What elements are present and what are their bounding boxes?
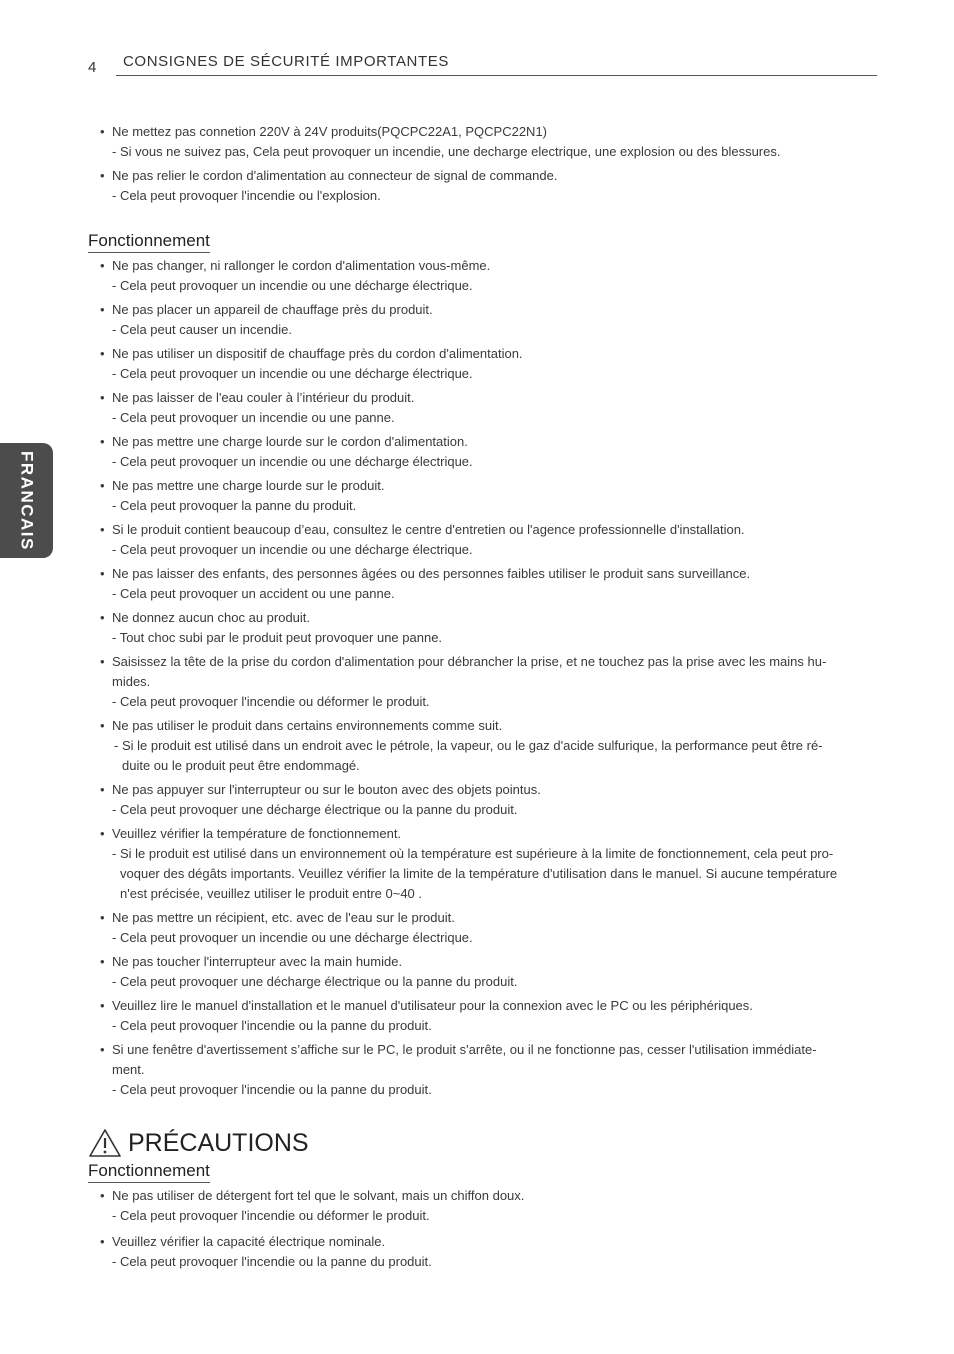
item-main-line xyxy=(100,1232,878,1252)
item-main-line xyxy=(100,388,878,408)
language-side-tab xyxy=(0,443,53,558)
item-text: Ne pas toucher l'interrupteur avec la main humide. xyxy=(112,954,403,969)
bullet-icon: • xyxy=(100,566,105,581)
bullet-icon: • xyxy=(100,782,105,797)
operation-list xyxy=(100,256,878,1104)
item-main-line xyxy=(100,780,878,800)
item-consequence: - Cela peut provoquer un incendie ou une panne. xyxy=(112,410,395,425)
side-tab-label: FRANCAIS xyxy=(17,450,37,551)
list-item xyxy=(100,780,878,820)
bullet-icon: • xyxy=(100,258,105,273)
item-main-line xyxy=(100,952,878,972)
item-text: Ne pas utiliser un dispositif de chauffage près du cordon d'alimentation. xyxy=(112,346,523,361)
item-consequence: - Cela peut provoquer un incendie ou une décharge électrique. xyxy=(112,278,473,293)
page-number: 4 xyxy=(88,59,97,76)
item-text: Si une fenêtre d'avertissement s’affiche sur le PC, le produit s'arrête, ou il ne fonctionne pas, cesser l'utilisation immédiate- xyxy=(112,1042,817,1057)
item-text: Veuillez vérifier la capacité électrique nominale. xyxy=(112,1234,386,1249)
item-consequence: - Cela peut provoquer l'incendie ou l'explosion. xyxy=(112,188,381,203)
intro-list xyxy=(100,122,878,210)
item-consequence: - Cela peut provoquer l'incendie ou la panne du produit. xyxy=(112,1082,432,1097)
header-rule xyxy=(116,75,877,76)
item-main-line xyxy=(100,300,878,320)
item-consequence: - Cela peut provoquer un incendie ou une décharge électrique. xyxy=(112,930,473,945)
bullet-icon: • xyxy=(100,168,105,183)
list-item xyxy=(100,122,878,162)
item-text: Ne pas mettre une charge lourde sur le produit. xyxy=(112,478,385,493)
item-consequence-continuation: n'est précisée, veuillez utiliser le produit entre 0~40 . xyxy=(120,886,423,901)
list-item xyxy=(100,166,878,206)
bullet-icon: • xyxy=(100,124,105,139)
bullet-icon: • xyxy=(100,910,105,925)
item-main-line xyxy=(100,166,878,186)
item-main-line xyxy=(100,1186,878,1206)
item-text: Si le produit contient beaucoup d’eau, consultez le centre d'entretien ou l'agence professionnelle d'installation. xyxy=(112,522,745,537)
item-main-line xyxy=(100,520,878,540)
item-text: Ne mettez pas connetion 220V à 24V produits(PQCPC22A1, PQCPC22N1) xyxy=(112,124,548,139)
item-main-line xyxy=(100,652,878,672)
item-consequence: - Cela peut provoquer une décharge électrique ou la panne du produit. xyxy=(112,974,518,989)
item-text: Veuillez vérifier la température de fonctionnement. xyxy=(112,826,402,841)
item-text-continuation: mides. xyxy=(112,674,151,689)
item-consequence: - Cela peut causer un incendie. xyxy=(112,322,292,337)
bullet-icon: • xyxy=(100,478,105,493)
item-main-line xyxy=(100,608,878,628)
item-consequence: - Cela peut provoquer l'incendie ou la panne du produit. xyxy=(112,1254,432,1269)
bullet-icon: • xyxy=(100,390,105,405)
item-consequence: - Cela peut provoquer un incendie ou une décharge électrique. xyxy=(112,366,473,381)
section-heading-fonctionnement: Fonctionnement xyxy=(88,230,210,253)
list-item xyxy=(100,344,878,384)
list-item xyxy=(100,388,878,428)
warning-triangle-icon xyxy=(88,1128,122,1158)
bullet-icon: • xyxy=(100,718,105,733)
bullet-icon: • xyxy=(100,346,105,361)
list-item xyxy=(100,1040,878,1100)
item-consequence: - Si le produit est utilisé dans un endroit avec le pétrole, la vapeur, ou le gaz d'acide sulfurique, la performance peut être ré- xyxy=(114,738,823,753)
item-text: Ne pas relier le cordon d'alimentation au connecteur de signal de commande. xyxy=(112,168,558,183)
list-item xyxy=(100,564,878,604)
header-title: CONSIGNES DE SÉCURITÉ IMPORTANTES xyxy=(123,53,449,70)
item-text: Ne pas mettre une charge lourde sur le cordon d'alimentation. xyxy=(112,434,468,449)
item-main-line xyxy=(100,344,878,364)
item-text: Ne pas mettre un récipient, etc. avec de l'eau sur le produit. xyxy=(112,910,455,925)
item-main-line xyxy=(100,122,878,142)
list-item xyxy=(100,520,878,560)
list-item xyxy=(100,432,878,472)
item-main-line xyxy=(100,716,878,736)
item-consequence: - Cela peut provoquer la panne du produit. xyxy=(112,498,357,513)
list-item xyxy=(100,1186,878,1226)
item-text: Ne donnez aucun choc au produit. xyxy=(112,610,311,625)
item-consequence: - Cela peut provoquer l'incendie ou déformer le produit. xyxy=(112,694,430,709)
item-consequence: - Si le produit est utilisé dans un environnement où la température est supérieure à la limite de fonctionnement, cela peut pro- xyxy=(112,846,834,861)
item-main-line xyxy=(100,256,878,276)
item-main-line xyxy=(100,1040,878,1060)
item-main-line xyxy=(100,908,878,928)
item-consequence: - Cela peut provoquer une décharge électrique ou la panne du produit. xyxy=(112,802,518,817)
item-text-continuation: ment. xyxy=(112,1062,145,1077)
item-consequence: - Cela peut provoquer un incendie ou une décharge électrique. xyxy=(112,454,473,469)
item-main-line xyxy=(100,996,878,1016)
caution-heading xyxy=(88,1126,309,1160)
list-item xyxy=(100,1232,878,1272)
item-consequence: - Cela peut provoquer l'incendie ou la panne du produit. xyxy=(112,1018,432,1033)
bullet-icon: • xyxy=(100,1042,105,1057)
item-consequence-continuation: duite ou le produit peut être endommagé. xyxy=(122,758,360,773)
bullet-icon: • xyxy=(100,826,105,841)
caution-subheading: Fonctionnement xyxy=(88,1160,210,1183)
item-consequence: - Si vous ne suivez pas, Cela peut provoquer un incendie, une decharge electrique, une explosion ou des blessures. xyxy=(112,144,781,159)
bullet-icon: • xyxy=(100,302,105,317)
list-item xyxy=(100,652,878,712)
item-main-line xyxy=(100,432,878,452)
caution-list xyxy=(100,1186,878,1278)
item-text: Ne pas laisser de l'eau couler à l’intérieur du produit. xyxy=(112,390,415,405)
item-text: Ne pas placer un appareil de chauffage près du produit. xyxy=(112,302,433,317)
bullet-icon: • xyxy=(100,654,105,669)
item-main-line xyxy=(100,824,878,844)
item-consequence: - Cela peut provoquer un accident ou une panne. xyxy=(112,586,395,601)
item-main-line xyxy=(100,564,878,584)
bullet-icon: • xyxy=(100,1234,105,1249)
item-main-line xyxy=(100,476,878,496)
item-text: Ne pas utiliser le produit dans certains environnements comme suit. xyxy=(112,718,503,733)
item-text: Ne pas laisser des enfants, des personnes âgées ou des personnes faibles utiliser le produit sans surveillance. xyxy=(112,566,751,581)
list-item xyxy=(100,824,878,904)
bullet-icon: • xyxy=(100,954,105,969)
item-consequence: - Cela peut provoquer un incendie ou une décharge électrique. xyxy=(112,542,473,557)
item-text: Veuillez lire le manuel d'installation et le manuel d'utilisateur pour la connexion avec le PC ou les périphériques. xyxy=(112,998,753,1013)
list-item xyxy=(100,952,878,992)
caution-title: PRÉCAUTIONS xyxy=(128,1129,309,1157)
list-item xyxy=(100,716,878,776)
item-text: Ne pas appuyer sur l'interrupteur ou sur le bouton avec des objets pointus. xyxy=(112,782,541,797)
item-text: Ne pas changer, ni rallonger le cordon d'alimentation vous-même. xyxy=(112,258,491,273)
item-text: Ne pas utiliser de détergent fort tel que le solvant, mais un chiffon doux. xyxy=(112,1188,525,1203)
list-item xyxy=(100,908,878,948)
bullet-icon: • xyxy=(100,522,105,537)
item-consequence: - Tout choc subi par le produit peut provoquer une panne. xyxy=(112,630,443,645)
list-item xyxy=(100,256,878,296)
list-item xyxy=(100,300,878,340)
list-item xyxy=(100,608,878,648)
item-consequence: - Cela peut provoquer l'incendie ou déformer le produit. xyxy=(112,1208,430,1223)
bullet-icon: • xyxy=(100,1188,105,1203)
bullet-icon: • xyxy=(100,610,105,625)
list-item xyxy=(100,476,878,516)
bullet-icon: • xyxy=(100,434,105,449)
item-consequence-continuation: voquer des dégâts importants. Veuillez vérifier la limite de la température d'utilisation dans le manuel. Si aucune température xyxy=(120,866,838,881)
bullet-icon: • xyxy=(100,998,105,1013)
item-text: Saisissez la tête de la prise du cordon d'alimentation pour débrancher la prise, et ne touchez pas la prise avec les mains hu- xyxy=(112,654,827,669)
list-item xyxy=(100,996,878,1036)
